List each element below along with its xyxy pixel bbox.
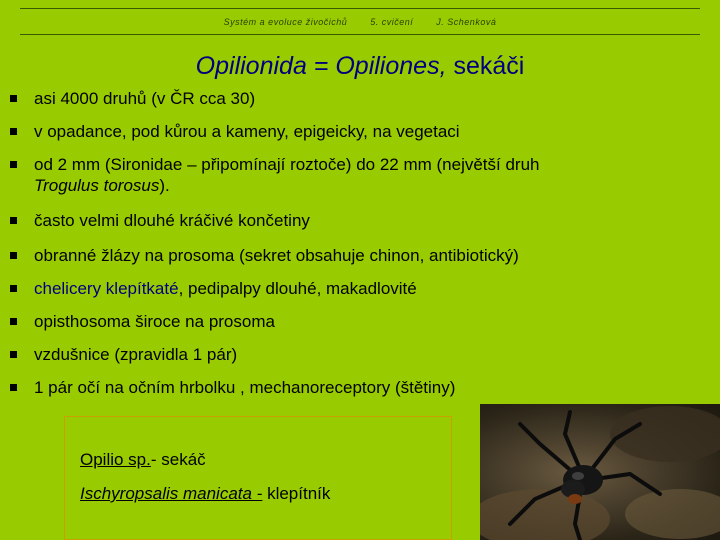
harvestman-illustration bbox=[480, 404, 720, 540]
header-author: J. Schenková bbox=[436, 17, 497, 27]
bullet-square-icon bbox=[10, 217, 17, 224]
bullet-item: obranné žlázy na prosoma (sekret obsahuje chinon, antibiotický) bbox=[10, 245, 700, 266]
header-bottom-rule bbox=[20, 34, 700, 35]
bullet-square-icon bbox=[10, 95, 17, 102]
bullet-item: vzdušnice (zpravidla 1 pár) bbox=[10, 344, 700, 365]
bullet-item: v opadance, pod kůrou a kameny, epigeicky, na vegetaci bbox=[10, 121, 700, 142]
bullet-square-icon bbox=[10, 285, 17, 292]
species-line: Opilio sp.- sekáč bbox=[80, 450, 206, 469]
species-examples-box bbox=[64, 416, 452, 540]
species-link-opilio[interactable]: Opilio sp. bbox=[80, 450, 151, 469]
title-taxon: Opilionida = Opiliones, bbox=[195, 52, 447, 80]
bullet-item: chelicery klepítkaté, pedipalpy dlouhé, makadlovité bbox=[10, 278, 700, 299]
bullet-item: asi 4000 druhů (v ČR cca 30) bbox=[10, 88, 700, 109]
bullet-square-icon bbox=[10, 161, 17, 168]
slide-header bbox=[0, 17, 720, 27]
slide-title bbox=[0, 52, 720, 81]
harvestman-photo-icon bbox=[480, 404, 720, 540]
bullet-square-icon bbox=[10, 384, 17, 391]
species-link-ischyropsalis[interactable]: Ischyropsalis manicata - bbox=[80, 484, 263, 503]
bullet-item: opisthosoma široce na prosoma bbox=[10, 311, 700, 332]
bullet-list bbox=[10, 88, 700, 398]
bullet-item: od 2 mm (Sironidae – připomínají roztoče) do 22 mm (největší druh Trogulus torosus). bbox=[10, 154, 700, 196]
bullet-square-icon bbox=[10, 128, 17, 135]
bullet-item: 1 pár očí na očním hrbolku , mechanoreceptory (štětiny) bbox=[10, 377, 700, 398]
header-session: 5. cvičení bbox=[370, 17, 414, 27]
bullet-square-icon bbox=[10, 252, 17, 259]
species-line: Ischyropsalis manicata - klepítník bbox=[80, 484, 331, 503]
highlight-term: chelicery klepítkaté bbox=[34, 279, 179, 298]
header-top-rule bbox=[20, 8, 700, 9]
bullet-square-icon bbox=[10, 318, 17, 325]
title-common: sekáči bbox=[446, 52, 525, 80]
header-course: Systém a evoluce živočichů bbox=[223, 17, 348, 27]
bullet-square-icon bbox=[10, 351, 17, 358]
bullet-item: často velmi dlouhé kráčivé končetiny bbox=[10, 210, 700, 231]
